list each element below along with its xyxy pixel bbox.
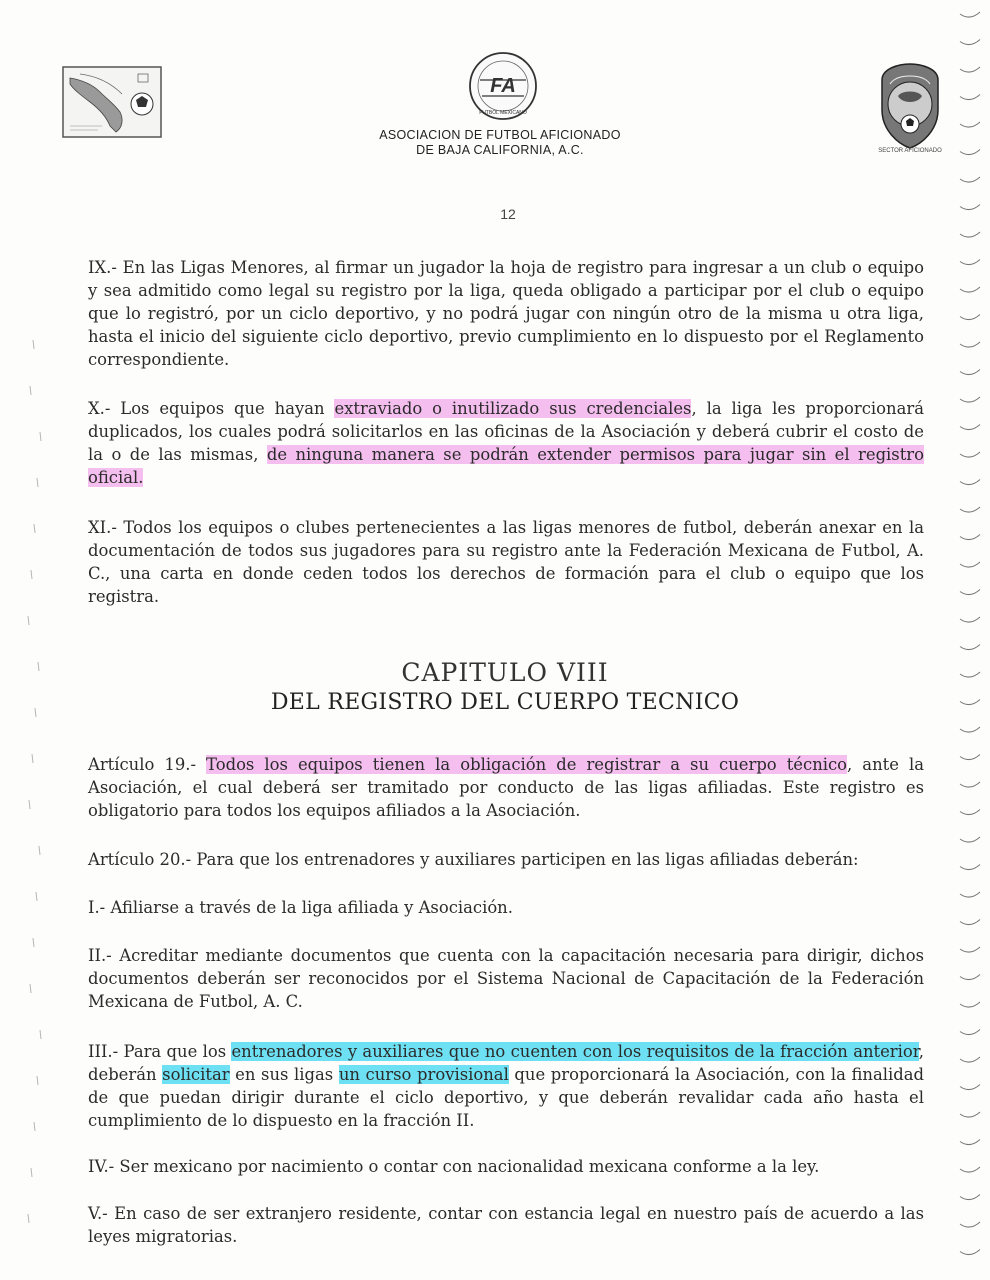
article-20-text: Para que los entrenadores y auxiliares participen en las ligas afiliadas deberán: bbox=[191, 850, 859, 869]
fraction-iv-label: IV.- bbox=[88, 1157, 115, 1176]
binding-mark bbox=[960, 617, 980, 622]
paragraph-x-text-2: , la liga les proporcionará duplicados, los cuales podrá solicitarlos en las oficinas de la Asociación y deberá cubrir el costo de la o de las mismas, bbox=[88, 399, 924, 464]
binding-mark bbox=[960, 837, 980, 842]
scan-speck bbox=[39, 846, 40, 855]
binding-mark bbox=[960, 232, 980, 237]
binding-mark bbox=[960, 40, 980, 45]
binding-mark bbox=[960, 342, 980, 347]
scan-speck bbox=[30, 386, 31, 395]
paragraph-ix-label: IX.- bbox=[88, 258, 117, 277]
binding-mark bbox=[960, 205, 980, 210]
scan-speck bbox=[28, 616, 29, 625]
scan-speck bbox=[38, 662, 39, 671]
svg-text:FA: FA bbox=[490, 75, 516, 97]
binding-mark bbox=[960, 150, 980, 155]
binding-mark bbox=[960, 865, 980, 870]
scan-speck bbox=[33, 938, 34, 947]
binding-mark bbox=[960, 122, 980, 127]
binding-mark bbox=[960, 95, 980, 100]
scan-speck bbox=[29, 800, 30, 809]
baja-california-map-logo bbox=[62, 66, 162, 138]
binding-mark bbox=[960, 920, 980, 925]
binding-mark bbox=[960, 1002, 980, 1007]
binding-marks bbox=[954, 0, 984, 1280]
fraction-v-label: V.- bbox=[88, 1204, 108, 1223]
scan-speck bbox=[33, 340, 34, 349]
highlight-solicitar: solicitar bbox=[162, 1065, 230, 1084]
fraction-iii-text-4: que proporcionará la Asociación, con la finalidad de que puedan dirigir durante el ciclo deportivo, y que deberán revalidar cada año hasta el cumplimiento de lo dispuesto en la fracción II. bbox=[88, 1065, 924, 1130]
binding-mark bbox=[960, 480, 980, 485]
binding-mark bbox=[960, 810, 980, 815]
binding-mark bbox=[960, 1085, 980, 1090]
binding-mark bbox=[960, 700, 980, 705]
binding-mark bbox=[960, 947, 980, 952]
fraction-iii bbox=[88, 1040, 924, 1132]
paragraph-xi-label: XI.- bbox=[88, 518, 117, 537]
fraction-iv-text: Ser mexicano por nacimiento o contar con nacionalidad mexicana conforme a la ley. bbox=[114, 1157, 820, 1176]
organization-name-line1: ASOCIACION DE FUTBOL AFICIONADO bbox=[379, 128, 621, 142]
scan-speck bbox=[37, 478, 38, 487]
binding-mark bbox=[960, 782, 980, 787]
organization-name bbox=[300, 128, 700, 158]
scan-speck bbox=[37, 1076, 38, 1085]
fraction-i bbox=[88, 896, 924, 919]
scan-speck bbox=[31, 570, 32, 579]
highlight-no-permits: de ninguna manera se podrán extender permisos para jugar sin el registro oficial. bbox=[88, 445, 925, 487]
article-19-text: , ante la Asociación, el cual deberá ser tramitado por conducto de las ligas afiliadas. Este registro es obligatorio para todos los equipos afiliados a la Asociación. bbox=[88, 755, 924, 820]
fraction-iii-text: Para que los bbox=[118, 1042, 232, 1061]
binding-mark bbox=[960, 562, 980, 567]
fraction-iii-label: III.- bbox=[88, 1042, 119, 1061]
binding-mark bbox=[960, 397, 980, 402]
fraction-i-label: I.- bbox=[88, 898, 106, 917]
fraction-ii-text: Acreditar mediante documentos que cuenta con la capacitación necesaria para dirigir, dichos documentos deberán ser reconocidos por el Sistema Nacional de Capacitación de la Federación Mexicana de Futbol, A. C. bbox=[88, 946, 924, 1011]
chapter-title: CAPITULO VIII bbox=[401, 658, 609, 687]
scan-speck bbox=[35, 708, 36, 717]
scan-speck bbox=[40, 1030, 41, 1039]
binding-mark bbox=[960, 755, 980, 760]
scan-specks bbox=[20, 330, 50, 1250]
fraction-ii-label: II.- bbox=[88, 946, 112, 965]
scan-speck bbox=[36, 892, 37, 901]
chapter-subtitle: DEL REGISTRO DEL CUERPO TECNICO bbox=[270, 690, 740, 715]
binding-mark bbox=[960, 727, 980, 732]
fraction-v-text: En caso de ser extranjero residente, contar con estancia legal en nuestro país de acuerdo a las leyes migratorias. bbox=[88, 1204, 924, 1246]
fraction-ii bbox=[88, 944, 924, 1013]
paragraph-xi bbox=[88, 516, 924, 608]
sector-aficionado-label: SECTOR AFICIONADO bbox=[878, 148, 942, 154]
highlight-lost-credentials: extraviado o inutilizado sus credenciales bbox=[334, 399, 692, 418]
binding-mark bbox=[960, 1112, 980, 1117]
binding-mark bbox=[960, 1250, 980, 1255]
scan-speck bbox=[31, 1168, 32, 1177]
binding-mark bbox=[960, 1222, 980, 1227]
binding-mark bbox=[960, 975, 980, 980]
binding-mark bbox=[960, 177, 980, 182]
article-20-label: Artículo 20.- bbox=[88, 850, 192, 869]
binding-mark bbox=[960, 507, 980, 512]
binding-mark bbox=[960, 12, 980, 17]
paragraph-x bbox=[88, 397, 924, 489]
binding-mark bbox=[960, 645, 980, 650]
binding-mark bbox=[960, 370, 980, 375]
paragraph-x-label: X.- bbox=[88, 399, 111, 418]
fa-futbol-mexicano-logo bbox=[466, 50, 540, 122]
paragraph-x-text: Los equipos que hayan bbox=[110, 399, 335, 418]
scan-speck bbox=[30, 984, 31, 993]
fraction-iv bbox=[88, 1155, 924, 1178]
binding-mark bbox=[960, 672, 980, 677]
scan-speck bbox=[32, 754, 33, 763]
page-number: 12 bbox=[500, 206, 516, 222]
binding-mark bbox=[960, 590, 980, 595]
fraction-iii-text-3: en sus ligas bbox=[229, 1065, 339, 1084]
fraction-v bbox=[88, 1202, 924, 1248]
paragraph-ix-text: En las Ligas Menores, al firmar un jugador la hoja de registro para ingresar a un club o equipo y sea admitido como legal su registro por la liga, queda obligado a participar por el club o equipo que lo registró, por un ciclo deportivo, y no podrá jugar con ningún otro de la misma u otra liga, hasta el inicio del siguiente ciclo deportivo, previo cumplimiento en lo dispuesto por el Reglamento correspondiente. bbox=[88, 258, 924, 369]
paragraph-xi-text: Todos los equipos o clubes pertenecientes a las ligas menores de futbol, deberán anexar en la documentación de todos sus jugadores para su registro ante la Federación Mexicana de Futbol, A. C., una carta en donde ceden todos los derechos de formación para el club o equipo que los registra. bbox=[88, 518, 924, 606]
binding-mark bbox=[960, 535, 980, 540]
highlight-coaches-without-requirements: entrenadores y auxiliares que no cuenten con los requisitos de la fracción anterior bbox=[231, 1042, 919, 1061]
fraction-iii-text-2: , deberán bbox=[88, 1042, 925, 1084]
highlight-register-coaching-staff: Todos los equipos tienen la obligación de registrar a su cuerpo técnico bbox=[206, 755, 848, 774]
binding-mark bbox=[960, 1057, 980, 1062]
article-19 bbox=[88, 753, 924, 822]
femexfut-shield-logo bbox=[872, 60, 948, 156]
highlight-provisional-course: un curso provisional bbox=[338, 1065, 509, 1084]
center-logo-caption: FUTBOL MEXICANO bbox=[479, 110, 527, 116]
scan-speck bbox=[40, 432, 41, 441]
binding-mark bbox=[960, 1030, 980, 1035]
scan-speck bbox=[28, 1214, 29, 1223]
article-20 bbox=[88, 848, 924, 871]
binding-mark bbox=[960, 287, 980, 292]
binding-mark bbox=[960, 260, 980, 265]
scan-speck bbox=[34, 524, 35, 533]
binding-mark bbox=[960, 1140, 980, 1145]
binding-mark bbox=[960, 1195, 980, 1200]
organization-name-line2: DE BAJA CALIFORNIA, A.C. bbox=[416, 143, 584, 157]
binding-mark bbox=[960, 67, 980, 72]
binding-mark bbox=[960, 425, 980, 430]
fraction-i-text: Afiliarse a través de la liga afiliada y Asociación. bbox=[105, 898, 513, 917]
binding-mark bbox=[960, 1167, 980, 1172]
article-19-label: Artículo 19.- bbox=[88, 755, 196, 774]
binding-mark bbox=[960, 892, 980, 897]
paragraph-ix bbox=[88, 256, 924, 371]
binding-mark bbox=[960, 452, 980, 457]
binding-mark bbox=[960, 315, 980, 320]
scan-speck bbox=[34, 1122, 35, 1131]
